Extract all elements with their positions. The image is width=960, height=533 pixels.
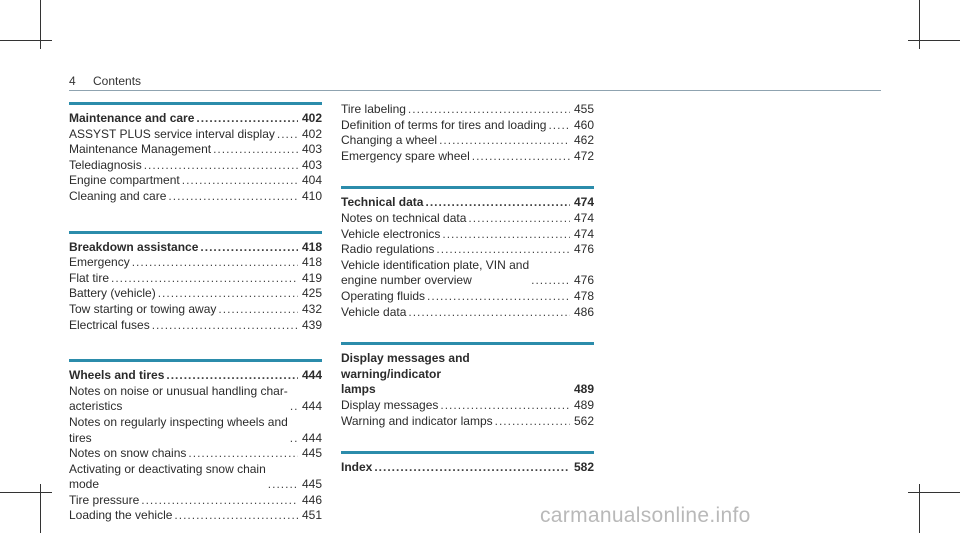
toc-entry-title: Notes on technical data <box>341 210 467 225</box>
toc-entry-title: Loading the vehicle <box>69 508 173 523</box>
dot-leader <box>408 102 570 118</box>
toc-entry[interactable] <box>69 302 322 318</box>
toc-section-heading[interactable] <box>341 460 594 476</box>
dot-leader <box>436 242 570 258</box>
dot-leader <box>374 460 570 476</box>
toc-entry[interactable] <box>341 149 594 165</box>
toc-entry[interactable] <box>341 227 594 243</box>
dot-leader <box>218 302 298 318</box>
toc-page-number: 402 <box>301 126 322 141</box>
toc-page-number: 445 <box>301 446 322 461</box>
toc-entry[interactable] <box>69 318 322 334</box>
toc-section-heading[interactable] <box>341 195 594 211</box>
toc-entry[interactable] <box>341 242 594 258</box>
crop-mark <box>919 0 920 49</box>
toc-entry[interactable] <box>69 286 322 302</box>
toc-entry[interactable] <box>69 446 322 462</box>
toc-entry[interactable] <box>341 133 594 149</box>
toc-entry-title: Operating fluids <box>341 288 426 303</box>
section-accent-bar <box>341 186 594 189</box>
crop-mark <box>40 0 41 49</box>
toc-section-heading[interactable] <box>69 111 322 127</box>
toc-entry[interactable] <box>341 258 594 289</box>
toc-entry-title: Telediagnosis <box>69 157 142 172</box>
toc-page-number: 439 <box>301 317 322 332</box>
toc-page-number: 489 <box>573 397 594 412</box>
page-header <box>69 74 141 88</box>
toc-entry-title: Notes on snow chains <box>69 446 187 461</box>
dot-leader <box>166 368 298 384</box>
dot-leader <box>268 477 298 493</box>
toc-page-number: 474 <box>573 195 594 210</box>
toc-page-number: 410 <box>301 188 322 203</box>
toc-page-number: 460 <box>573 117 594 132</box>
toc-section <box>341 186 594 320</box>
toc-page-number: 403 <box>301 157 322 172</box>
toc-page-number: 432 <box>301 301 322 316</box>
toc-page-number: 418 <box>301 239 322 254</box>
toc-page-number: 444 <box>301 430 322 445</box>
dot-leader <box>174 508 298 524</box>
toc-entry-title: Maintenance and care <box>69 111 195 125</box>
toc-page-number: 562 <box>573 413 594 428</box>
dot-leader <box>158 286 298 302</box>
dot-leader <box>495 414 570 430</box>
toc-entry[interactable] <box>69 255 322 271</box>
section-accent-bar <box>341 451 594 454</box>
toc-entry[interactable] <box>69 415 322 446</box>
toc-entry-title: Index <box>341 460 373 475</box>
toc-entry-title: Vehicle electronics <box>341 226 441 241</box>
dot-leader <box>152 318 298 334</box>
toc-entry-title: Electrical fuses <box>69 317 150 332</box>
dot-leader <box>439 133 570 149</box>
toc-page-number: 486 <box>573 304 594 319</box>
toc-page-number: 445 <box>301 477 322 492</box>
dot-leader <box>408 305 570 321</box>
toc-page-number: 425 <box>301 286 322 301</box>
toc-page-number: 446 <box>301 492 322 507</box>
toc-entry-title: Tow starting or towing away <box>69 301 217 316</box>
toc-page-number: 455 <box>573 102 594 116</box>
toc-section <box>69 231 322 334</box>
toc-entry-title: Notes on noise or unusual handling char- acteristics <box>69 383 288 414</box>
dot-leader <box>468 211 570 227</box>
toc-entry[interactable] <box>341 414 594 430</box>
toc-entry-title: Notes on regularly inspecting wheels and tires <box>69 414 288 445</box>
toc-entry[interactable] <box>69 384 322 415</box>
toc-entry-title: Radio regulations <box>341 242 435 257</box>
toc-entry-title: Maintenance Management <box>69 142 212 157</box>
dot-leader <box>188 446 298 462</box>
toc-page-number: 403 <box>301 142 322 157</box>
dot-leader <box>111 271 298 287</box>
crop-mark <box>0 40 52 41</box>
dot-leader <box>472 149 570 165</box>
toc-section <box>69 102 322 205</box>
toc-entry[interactable] <box>69 189 322 205</box>
toc-column-left <box>69 102 322 524</box>
page-title: Contents <box>93 74 142 88</box>
toc-section-heading[interactable] <box>341 351 594 398</box>
toc-entry-title: Wheels and tires <box>69 368 165 383</box>
toc-section <box>341 102 594 164</box>
toc-entry-title: Display messages and warning/indicator lamps <box>341 351 470 397</box>
crop-mark <box>0 492 52 493</box>
toc-entry-title: Engine compartment <box>69 173 180 188</box>
dot-leader <box>277 127 298 143</box>
toc-section-heading[interactable] <box>69 240 322 256</box>
toc-entry[interactable] <box>341 289 594 305</box>
section-accent-bar <box>69 231 322 234</box>
toc-page-number: 474 <box>573 226 594 241</box>
toc-section-heading[interactable] <box>69 368 322 384</box>
dot-leader <box>144 158 298 174</box>
toc-page-number: 418 <box>301 255 322 270</box>
dot-leader <box>182 173 298 189</box>
toc-page-number: 444 <box>301 368 322 383</box>
toc-page-number: 478 <box>573 288 594 303</box>
dot-leader <box>440 398 570 414</box>
toc-entry[interactable] <box>69 158 322 174</box>
toc-section <box>69 359 322 524</box>
toc-entry[interactable] <box>69 493 322 509</box>
dot-leader <box>425 195 570 211</box>
toc-entry-title: Vehicle data <box>341 304 407 319</box>
toc-entry-title: Warning and indicator lamps <box>341 413 493 428</box>
toc-entry-title: Cleaning and care <box>69 188 167 203</box>
header-divider <box>69 90 881 91</box>
dot-leader <box>290 399 298 415</box>
toc-entry[interactable] <box>69 462 322 493</box>
dot-leader <box>141 493 298 509</box>
toc-entry[interactable] <box>69 271 322 287</box>
toc-page-number: 462 <box>573 133 594 148</box>
toc-entry[interactable] <box>69 508 322 524</box>
dot-leader <box>196 111 298 127</box>
toc-entry-title: Emergency spare wheel <box>341 148 470 163</box>
toc-entry-title: Tire labeling <box>341 102 406 116</box>
toc-column-right <box>341 102 594 476</box>
toc-entry[interactable] <box>69 173 322 189</box>
toc-page-number: 582 <box>573 460 594 475</box>
toc-entry-title: Changing a wheel <box>341 133 438 148</box>
crop-mark <box>908 492 960 493</box>
toc-entry-title: Display messages <box>341 397 439 412</box>
dot-leader <box>427 289 570 305</box>
toc-page-number: 472 <box>573 148 594 163</box>
toc-entry-title: Technical data <box>341 195 424 210</box>
toc-page-number: 474 <box>573 210 594 225</box>
toc-entry-title: Definition of terms for tires and loading <box>341 117 547 132</box>
toc-entry-title: Flat tire <box>69 270 110 285</box>
dot-leader <box>213 142 298 158</box>
dot-leader <box>531 273 570 289</box>
toc-page-number: 402 <box>301 111 322 125</box>
dot-leader <box>132 255 298 271</box>
section-accent-bar <box>69 102 322 105</box>
crop-mark <box>908 40 960 41</box>
section-accent-bar <box>69 359 322 362</box>
toc-page-number: 444 <box>301 399 322 414</box>
toc-entry-title: Activating or deactivating snow chain mode <box>69 461 266 492</box>
toc-page-number: 451 <box>301 508 322 523</box>
toc-entry-title: Emergency <box>69 255 130 270</box>
toc-page-number: 419 <box>301 270 322 285</box>
toc-page-number: 489 <box>573 382 594 397</box>
dot-leader <box>548 118 570 134</box>
toc-entry[interactable] <box>341 118 594 134</box>
toc-entry-title: Battery (vehicle) <box>69 286 156 301</box>
dot-leader <box>168 189 298 205</box>
page-number: 4 <box>69 74 76 88</box>
toc-page-number: 476 <box>573 242 594 257</box>
toc-entry-title: Vehicle identification plate, VIN and engine number overview <box>341 257 530 288</box>
dot-leader <box>200 240 298 256</box>
toc-entry[interactable] <box>341 211 594 227</box>
dot-leader <box>442 227 570 243</box>
section-accent-bar <box>341 342 594 345</box>
toc-entry[interactable] <box>341 398 594 414</box>
toc-entry[interactable] <box>69 142 322 158</box>
toc-entry[interactable] <box>69 127 322 143</box>
toc-entry[interactable] <box>341 102 594 118</box>
watermark: carmanualsonline.info <box>540 504 751 527</box>
toc-entry-title: ASSYST PLUS service interval display <box>69 126 275 141</box>
toc-entry-title: Tire pressure <box>69 492 140 507</box>
toc-entry[interactable] <box>341 305 594 321</box>
toc-entry-title: Breakdown assistance <box>69 239 199 254</box>
toc-page-number: 404 <box>301 173 322 188</box>
toc-section <box>341 342 594 429</box>
toc-section <box>341 451 594 476</box>
toc-page-number: 476 <box>573 273 594 288</box>
dot-leader <box>290 431 298 447</box>
